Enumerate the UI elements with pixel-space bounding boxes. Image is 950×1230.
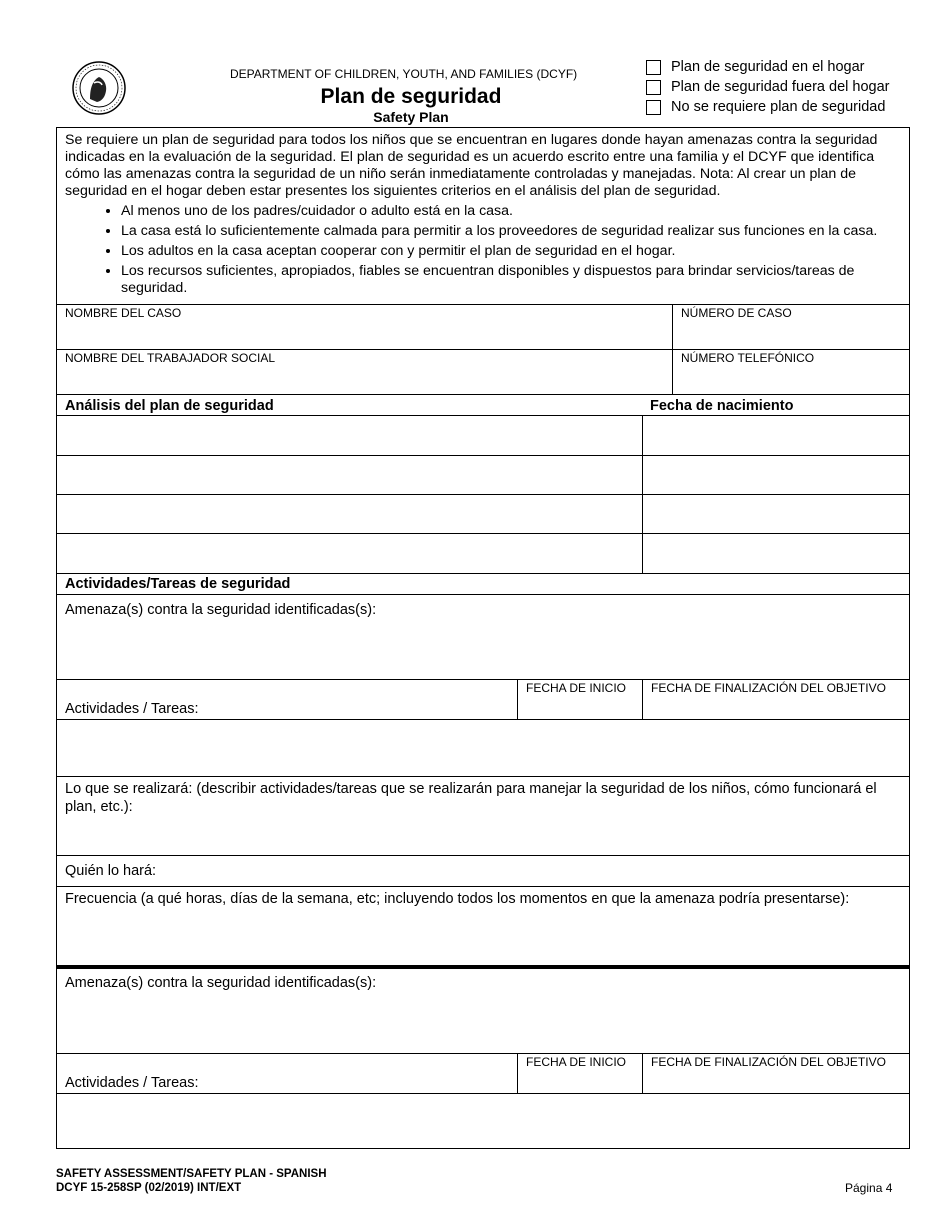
phone-number-label: NÚMERO TELEFÓNICO [681, 351, 815, 365]
criteria-item: • Los adultos en la casa aceptan cooperar con y permitir el plan de seguridad en el hogar. [121, 243, 903, 260]
activities-header: Actividades/Tareas de seguridad [65, 576, 291, 592]
tasks-label-2: Actividades / Tareas: [65, 1075, 199, 1091]
form-footer [56, 1167, 327, 1195]
analysis-row-4[interactable] [57, 533, 642, 573]
dob-header: Fecha de nacimiento [650, 398, 794, 414]
start-date-field-2[interactable] [517, 1053, 642, 1093]
page-subtitle: Safety Plan [373, 109, 449, 125]
criteria-item: • La casa está lo suficientemente calmada para permitir a los proveedores de seguridad realizar sus funciones en la casa. [121, 223, 903, 240]
in-home-plan-label: Plan de seguridad en el hogar [671, 59, 865, 75]
analysis-row-3[interactable] [57, 494, 642, 533]
criteria-item: • Al menos uno de los padres/cuidador o adulto está en la casa. [121, 203, 903, 220]
out-of-home-plan-checkbox[interactable] [646, 80, 661, 95]
who-field[interactable] [57, 855, 911, 886]
intro-section [65, 132, 903, 300]
case-name-label: NOMBRE DEL CASO [65, 306, 182, 320]
social-worker-label: NOMBRE DEL TRABAJADOR SOCIAL [65, 351, 276, 365]
what-field[interactable] [57, 776, 911, 855]
dob-row-2[interactable] [642, 455, 911, 494]
frequency-label: Frecuencia (a qué horas, días de la semana, etc; incluyendo todos los momentos en que la amenaza podría presentarse): [65, 891, 850, 907]
frequency-field[interactable] [57, 886, 911, 965]
criteria-list [65, 203, 903, 297]
start-date-label-2: FECHA DE INICIO [526, 1055, 627, 1069]
checkbox-row-in-home[interactable] [646, 59, 864, 75]
end-date-label-2: FECHA DE FINALIZACIÓN DEL OBJETIVO [651, 1055, 886, 1069]
end-date-field-2[interactable] [642, 1053, 911, 1093]
tasks-field-2[interactable] [57, 1053, 517, 1093]
page-title: Plan de seguridad [320, 85, 502, 108]
dob-row-3[interactable] [642, 494, 911, 533]
tasks-field[interactable] [57, 679, 517, 719]
analysis-row-1[interactable] [57, 415, 642, 455]
no-plan-required-label: No se requiere plan de seguridad [671, 99, 886, 115]
analysis-header: Análisis del plan de seguridad [65, 398, 274, 414]
analysis-row-2[interactable] [57, 455, 642, 494]
dob-row-1[interactable] [642, 415, 911, 455]
checkbox-row-out-of-home[interactable] [646, 79, 889, 95]
threats-label: Amenaza(s) contra la seguridad identificadas(s): [65, 602, 377, 618]
threats-field-2[interactable] [57, 969, 911, 1053]
footer-form-title: SAFETY ASSESSMENT/SAFETY PLAN - SPANISH [56, 1168, 327, 1180]
department-name: DEPARTMENT OF CHILDREN, YOUTH, AND FAMILIES (DCYF) [230, 67, 578, 81]
what-label: Lo que se realizará: (describir actividades/tareas que se realizarán para manejar la seguridad de los niños, cómo funcionará el plan, etc.): [65, 781, 877, 815]
threats-field[interactable] [57, 594, 911, 679]
tasks-label: Actividades / Tareas: [65, 701, 199, 717]
out-of-home-plan-label: Plan de seguridad fuera del hogar [671, 79, 890, 95]
start-date-field[interactable] [517, 679, 642, 719]
phone-number-field[interactable] [672, 349, 911, 394]
intro-paragraph: Se requiere un plan de seguridad para todos los niños que se encuentran en lugares donde hayan amenazas contra la seguridad indicadas en la evaluación de la seguridad. El plan de seguridad es un acuerdo escrito entre una familia y el DCYF que identifica cómo las amenazas contra la seguridad de un niño serán inmediatamente controladas y manejadas. Nota: Al crear un plan de seguridad en el hogar deben estar presentes los siguientes criterios en el análisis del plan de seguridad. [65, 132, 878, 199]
end-date-label: FECHA DE FINALIZACIÓN DEL OBJETIVO [651, 681, 886, 695]
tasks-entry-field-2[interactable] [57, 1093, 911, 1148]
case-name-field[interactable] [57, 304, 672, 349]
no-plan-required-checkbox[interactable] [646, 100, 661, 115]
in-home-plan-checkbox[interactable] [646, 60, 661, 75]
dob-row-4[interactable] [642, 533, 911, 573]
start-date-label: FECHA DE INICIO [526, 681, 627, 695]
end-date-field[interactable] [642, 679, 911, 719]
safety-plan-form [56, 127, 910, 1149]
checkbox-row-not-required[interactable] [646, 99, 885, 115]
who-label: Quién lo hará: [65, 863, 157, 879]
case-number-label: NÚMERO DE CASO [681, 306, 792, 320]
social-worker-field[interactable] [57, 349, 672, 394]
criteria-item: • Los recursos suficientes, apropiados, fiables se encuentran disponibles y dispuestos para brindar servicios/tareas de seguridad. [121, 263, 903, 297]
footer-form-number: DCYF 15-258SP (02/2019) INT/EXT [56, 1182, 242, 1194]
case-number-field[interactable] [672, 304, 911, 349]
tasks-entry-field[interactable] [57, 719, 911, 776]
page-number: Página 4 [845, 1181, 893, 1195]
threats-label-2: Amenaza(s) contra la seguridad identificadas(s): [65, 975, 377, 991]
